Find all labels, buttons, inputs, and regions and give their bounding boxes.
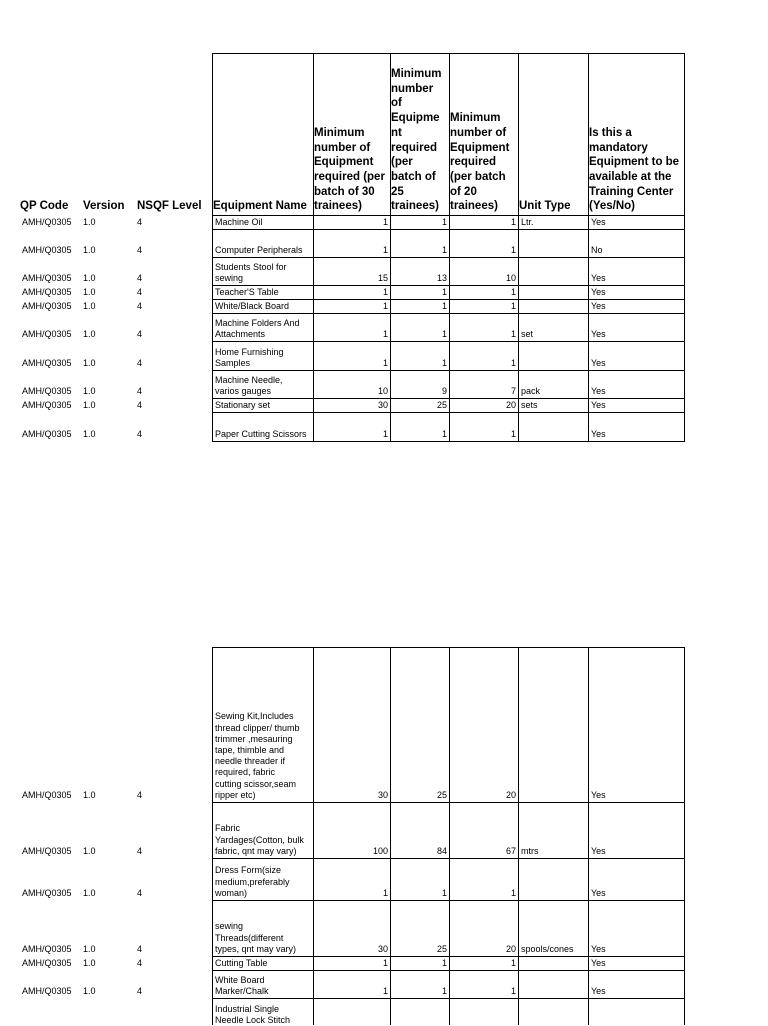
- batch-30-cell: 1: [382, 244, 388, 255]
- header-min-25: Minimum number of Equipme nt required (per batch of 25 trainees): [391, 68, 442, 213]
- nsqf-level-cell: 4: [137, 789, 143, 800]
- version-cell: 1.0: [83, 328, 96, 339]
- version-cell: 1.0: [83, 357, 96, 368]
- batch-25-cell: 1: [441, 286, 447, 297]
- mandatory-cell: Yes: [591, 357, 606, 368]
- table2_rows-row-line: [212, 998, 685, 999]
- batch-30-cell: 1: [382, 985, 388, 996]
- table1_rows-row-line: [212, 229, 685, 230]
- equipment-name-cell: Machine Needle, varios gauges: [215, 374, 283, 396]
- header-equipment-name: Equipment Name: [213, 200, 307, 213]
- mandatory-cell: Yes: [591, 300, 606, 311]
- batch-20-cell: 1: [510, 328, 516, 339]
- batch-25-cell: 25: [436, 789, 447, 800]
- equipment-name-cell: Fabric Yardages(Cotton, bulk fabric, qnt may vary): [215, 823, 304, 856]
- batch-25-cell: 9: [441, 385, 447, 396]
- batch-30-cell: 1: [382, 300, 388, 311]
- table2_rows-row-line: [212, 970, 685, 971]
- qp-code-cell: AMH/Q0305: [22, 943, 72, 954]
- header-version: Version: [83, 200, 125, 213]
- nsqf-level-cell: 4: [137, 943, 143, 954]
- nsqf-level-cell: 4: [137, 985, 143, 996]
- qp-code-cell: AMH/Q0305: [22, 272, 72, 283]
- mandatory-cell: Yes: [591, 845, 606, 856]
- nsqf-level-cell: 4: [137, 244, 143, 255]
- batch-25-cell: 84: [436, 845, 447, 856]
- qp-code-cell: AMH/Q0305: [22, 887, 72, 898]
- batch-25-cell: 1: [441, 985, 447, 996]
- equipment-name-cell: Industrial Single Needle Lock Stitch: [215, 1003, 291, 1025]
- qp-code-cell: AMH/Q0305: [22, 399, 72, 410]
- batch-20-cell: 20: [505, 399, 516, 410]
- nsqf-level-cell: 4: [137, 216, 143, 227]
- nsqf-level-cell: 4: [137, 357, 143, 368]
- version-cell: 1.0: [83, 887, 96, 898]
- mandatory-cell: Yes: [591, 428, 606, 439]
- unit-type-cell: set: [521, 328, 534, 339]
- batch-20-cell: 7: [510, 385, 516, 396]
- table1_rows-row-line: [212, 257, 685, 258]
- version-cell: 1.0: [83, 985, 96, 996]
- equipment-name-cell: White/Black Board: [215, 300, 290, 311]
- qp-code-cell: AMH/Q0305: [22, 357, 72, 368]
- batch-25-cell: 1: [441, 244, 447, 255]
- version-cell: 1.0: [83, 943, 96, 954]
- batch-25-cell: 1: [441, 428, 447, 439]
- qp-code-cell: AMH/Q0305: [22, 789, 72, 800]
- batch-25-cell: 1: [441, 300, 447, 311]
- header-unit-type: Unit Type: [519, 200, 571, 213]
- qp-code-cell: AMH/Q0305: [22, 300, 72, 311]
- mandatory-cell: Yes: [591, 985, 606, 996]
- batch-20-cell: 20: [505, 789, 516, 800]
- mandatory-cell: Yes: [591, 399, 606, 410]
- qp-code-cell: AMH/Q0305: [22, 985, 72, 996]
- header-qp-code: QP Code: [20, 200, 69, 213]
- batch-20-cell: 1: [510, 985, 516, 996]
- batch-25-cell: 25: [436, 399, 447, 410]
- batch-20-cell: 1: [510, 286, 516, 297]
- batch-20-cell: 67: [505, 845, 516, 856]
- nsqf-level-cell: 4: [137, 272, 143, 283]
- version-cell: 1.0: [83, 385, 96, 396]
- mandatory-cell: Yes: [591, 272, 606, 283]
- unit-type-cell: mtrs: [521, 845, 539, 856]
- mandatory-cell: Yes: [591, 789, 606, 800]
- batch-30-cell: 30: [377, 789, 388, 800]
- equipment-name-cell: Stationary set: [215, 399, 271, 410]
- equipment-name-cell: Computer Peripherals: [215, 244, 303, 255]
- table1_rows-row-line: [212, 313, 685, 314]
- mandatory-cell: Yes: [591, 943, 606, 954]
- mandatory-cell: Yes: [591, 957, 606, 968]
- equipment-name-cell: Paper Cutting Scissors: [215, 428, 307, 439]
- table2_rows-row-line: [212, 858, 685, 859]
- version-cell: 1.0: [83, 957, 96, 968]
- mandatory-cell: Yes: [591, 385, 606, 396]
- batch-25-cell: 1: [441, 216, 447, 227]
- version-cell: 1.0: [83, 789, 96, 800]
- unit-type-cell: spools/cones: [521, 943, 574, 954]
- header-mandatory: Is this a mandatory Equipment to be available at the Training Center (Yes/No): [589, 126, 680, 213]
- nsqf-level-cell: 4: [137, 385, 143, 396]
- header-min-30: Minimum number of Equipment required (per batch of 30 trainees): [314, 126, 385, 213]
- version-cell: 1.0: [83, 272, 96, 283]
- batch-20-cell: 20: [505, 943, 516, 954]
- equipment-name-cell: Cutting Table: [215, 957, 268, 968]
- batch-20-cell: 1: [510, 428, 516, 439]
- batch-20-cell: 1: [510, 887, 516, 898]
- mandatory-cell: Yes: [591, 887, 606, 898]
- nsqf-level-cell: 4: [137, 887, 143, 898]
- qp-code-cell: AMH/Q0305: [22, 385, 72, 396]
- unit-type-cell: sets: [521, 399, 538, 410]
- batch-20-cell: 1: [510, 957, 516, 968]
- batch-30-cell: 1: [382, 357, 388, 368]
- nsqf-level-cell: 4: [137, 845, 143, 856]
- qp-code-cell: AMH/Q0305: [22, 286, 72, 297]
- equipment-name-cell: White Board Marker/Chalk: [215, 974, 269, 996]
- table1_rows-row-line: [212, 441, 685, 442]
- batch-20-cell: 1: [510, 300, 516, 311]
- batch-30-cell: 1: [382, 957, 388, 968]
- nsqf-level-cell: 4: [137, 286, 143, 297]
- batch-25-cell: 13: [436, 272, 447, 283]
- batch-25-cell: 1: [441, 887, 447, 898]
- qp-code-cell: AMH/Q0305: [22, 328, 72, 339]
- table2_rows-row-line: [212, 900, 685, 901]
- batch-25-cell: 1: [441, 328, 447, 339]
- nsqf-level-cell: 4: [137, 399, 143, 410]
- batch-25-cell: 1: [441, 357, 447, 368]
- version-cell: 1.0: [83, 244, 96, 255]
- version-cell: 1.0: [83, 300, 96, 311]
- batch-20-cell: 10: [505, 272, 516, 283]
- table1_rows-row-line: [212, 341, 685, 342]
- nsqf-level-cell: 4: [137, 300, 143, 311]
- mandatory-cell: No: [591, 244, 603, 255]
- batch-30-cell: 100: [372, 845, 388, 856]
- equipment-name-cell: Sewing Kit,Includes thread clipper/ thumb trimmer ,mesauring tape, thimble and needle threader if required, fabric cutting scissor,seam ripper etc): [215, 711, 300, 800]
- batch-20-cell: 1: [510, 357, 516, 368]
- equipment-name-cell: Students Stool for sewing: [215, 261, 287, 283]
- equipment-name-cell: Teacher'S Table: [215, 286, 279, 297]
- table1_rows-grid-top: [212, 53, 685, 54]
- equipment-name-cell: Dress Form(size medium,preferably woman): [215, 865, 290, 898]
- batch-30-cell: 30: [377, 943, 388, 954]
- batch-20-cell: 1: [510, 216, 516, 227]
- equipment-name-cell: Machine Oil: [215, 216, 263, 227]
- header-min-20: Minimum number of Equipment required (per batch of 20 trainees): [450, 112, 510, 213]
- batch-30-cell: 1: [382, 286, 388, 297]
- batch-30-cell: 1: [382, 428, 388, 439]
- equipment-name-cell: Home Furnishing Samples: [215, 346, 284, 368]
- version-cell: 1.0: [83, 845, 96, 856]
- equipment-name-cell: Machine Folders And Attachments: [215, 317, 300, 339]
- mandatory-cell: Yes: [591, 328, 606, 339]
- table1_rows-grid-vline: [518, 53, 519, 442]
- header-nsqf-level: NSQF Level: [137, 200, 202, 213]
- mandatory-cell: Yes: [591, 216, 606, 227]
- table2_rows-grid-vline: [684, 647, 685, 1025]
- batch-30-cell: 1: [382, 887, 388, 898]
- table1_rows-grid-vline: [684, 53, 685, 442]
- version-cell: 1.0: [83, 428, 96, 439]
- nsqf-level-cell: 4: [137, 428, 143, 439]
- batch-30-cell: 15: [377, 272, 388, 283]
- batch-25-cell: 1: [441, 957, 447, 968]
- batch-30-cell: 30: [377, 399, 388, 410]
- table2_rows-row-line: [212, 802, 685, 803]
- qp-code-cell: AMH/Q0305: [22, 845, 72, 856]
- batch-25-cell: 25: [436, 943, 447, 954]
- unit-type-cell: pack: [521, 385, 541, 396]
- qp-code-cell: AMH/Q0305: [22, 244, 72, 255]
- qp-code-cell: AMH/Q0305: [22, 957, 72, 968]
- batch-30-cell: 1: [382, 328, 388, 339]
- batch-20-cell: 1: [510, 244, 516, 255]
- version-cell: 1.0: [83, 399, 96, 410]
- table1_rows-row-line: [212, 370, 685, 371]
- nsqf-level-cell: 4: [137, 328, 143, 339]
- version-cell: 1.0: [83, 286, 96, 297]
- table1_rows-row-line: [212, 412, 685, 413]
- table2_rows-grid-vline: [518, 647, 519, 1025]
- equipment-name-cell: sewing Threads(different types, qnt may vary): [215, 921, 297, 954]
- unit-type-cell: Ltr.: [521, 216, 534, 227]
- mandatory-cell: Yes: [591, 286, 606, 297]
- qp-code-cell: AMH/Q0305: [22, 428, 72, 439]
- batch-30-cell: 1: [382, 216, 388, 227]
- nsqf-level-cell: 4: [137, 957, 143, 968]
- batch-30-cell: 10: [377, 385, 388, 396]
- table2_rows-grid-top: [212, 647, 685, 648]
- qp-code-cell: AMH/Q0305: [22, 216, 72, 227]
- version-cell: 1.0: [83, 216, 96, 227]
